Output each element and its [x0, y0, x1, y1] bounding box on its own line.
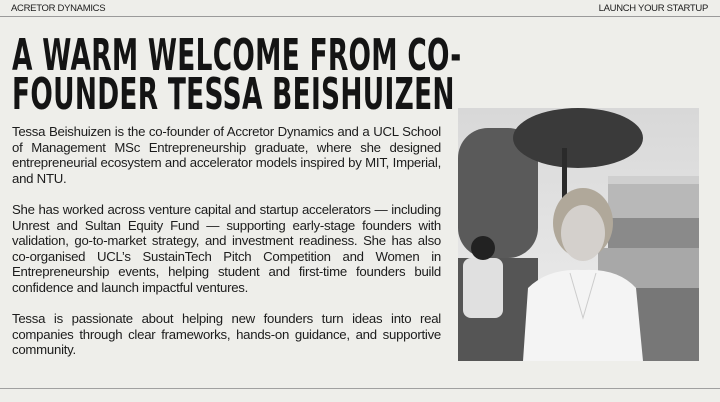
top-bar [0, 0, 720, 17]
founder-photo [458, 108, 699, 361]
footer-divider [0, 388, 720, 389]
bio-paragraph-1: Tessa Beishuizen is the co-founder of Accretor Dynamics and a UCL School of Management MSc Entrepreneurship graduate, where she designed entrepreneurial ecosystem and accelerator models inspired by MIT, Imperial, and NTU. [12, 124, 441, 186]
title-line-1: A WARM WELCOME FROM CO- [12, 30, 462, 81]
page-title [12, 30, 720, 120]
bio-text [12, 124, 441, 374]
bio-paragraph-3: Tessa is passionate about helping new founders turn ideas into real companies through clear frameworks, hands-on guidance, and supportive community. [12, 311, 441, 358]
title-line-2: FOUNDER TESSA BEISHUIZEN [12, 69, 455, 120]
bio-paragraph-2: She has worked across venture capital and startup accelerators — including Unrest and Sultan Equity Fund — supporting early-stage founders with validation, go-to-market strategy, and investment readiness. She has also co-organised UCL’s SustainTech Pitch Competition and Women in Entrepreneurship events, helping student and first-time founders build confidence and launch impactful ventures. [12, 201, 441, 295]
tagline: LAUNCH YOUR STARTUP [598, 3, 708, 14]
brand-name: ACRETOR DYNAMICS [11, 3, 106, 14]
